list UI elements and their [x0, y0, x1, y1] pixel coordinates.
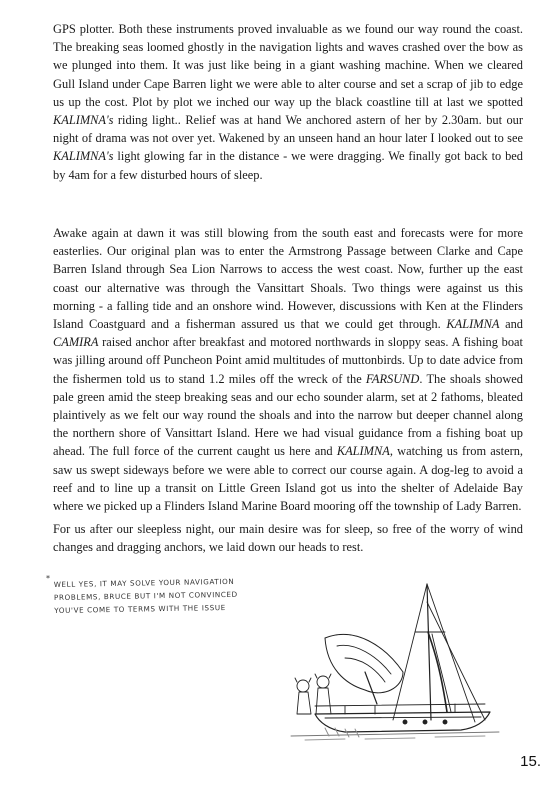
vessel-name: KALIMNA's: [53, 149, 114, 164]
body-paragraph: [53, 20, 523, 184]
text-run: GPS plotter. Both these instruments proved invaluable as we found our way round the coast. The breaking seas loomed ghostly in the navigation lights and waves crashed over the bow as we plunged into them. It was just like being in a giant washing machine. When we cleared Gull Island under Cape Barren light we were able to alter course and set a scrap of jib to edge us up the cost. Plot by plot we inched our way up the black coastline till at last we spotted: [53, 22, 523, 109]
caption-line: WELL YES, IT MAY SOLVE YOUR NAVIGATION: [53, 576, 235, 590]
vessel-name: KALIMNA: [336, 444, 390, 459]
vessel-name: KALIMNA: [446, 317, 500, 332]
body-paragraph: For us after our sleepless night, our main desire was for sleep, so free of the worry of wind changes and dragging anchors, we laid down our heads to rest.: [53, 522, 523, 555]
vessel-name: KALIMNA's: [53, 113, 114, 128]
caption-marker: *: [46, 574, 50, 583]
caption-line: YOU'VE COME TO TERMS WITH THE ISSUE: [54, 603, 226, 616]
text-run: raised anchor after breakfast and motored northwards in sloppy seas. A fishing boat was jilling around off Puncheon Point amid multitudes of muttonbirds. Up to date advice from the fishermen told us to stand 1.2 miles off the wreck of the: [53, 335, 523, 386]
sailboat-sketch: [285, 572, 505, 752]
body-paragraph: [53, 224, 523, 515]
text-run: . The shoals showed pale green amid the steep breaking seas and our echo sounder alarm, set at 2 fathoms, bleated plaintively as we felt our way round the shoals and into the narrow but deeper channel along the northern shore of Vansittart Island. Here we had visual guidance from a fishing boat up ahead. The full force of the current caught us here and: [53, 371, 523, 459]
cartoon-caption: [54, 574, 285, 617]
text-run: , watching us from astern, saw us swept sideways before we were able to correct our course again. A dog-leg to avoid a reef and to line up a transit on Little Green Island got us into the shelter of Adelaide Bay where we picked up a Flinders Island Marine Board mooring off the township of Lady Barren.: [53, 444, 523, 514]
caption-line: PROBLEMS, BRUCE BUT I'M NOT CONVINCED: [53, 589, 238, 603]
page-number: 15.: [520, 753, 541, 770]
text-run: light glowing far in the distance - we were dragging. We finally got back to bed by 4am for a few disturbed hours of sleep.: [53, 149, 523, 182]
text-run: and: [499, 317, 523, 332]
text-run: Awake again at dawn it was still blowing from the south east and forecasts were for more easterlies. Our original plan was to enter the Armstrong Passage between Clarke and Cape Barren Island through Sea Lion Narrows to access the west coast. Now, further up the east coast our alternative was through the Vansittart Shoals. Two things were against us this morning - a falling tide and an onshore wind. However, discussions with Ken at the Flinders Island Coastguard and a fisherman assured us that we could get through.: [53, 226, 523, 332]
text-run: riding light.. Relief was at hand We anchored astern of her by 2.30am. but our night of drama was not over yet. Wakened by an unseen hand an hour later I looked out to see: [53, 113, 523, 146]
vessel-name: CAMIRA: [53, 335, 99, 350]
vessel-name: FARSUND: [365, 371, 420, 386]
